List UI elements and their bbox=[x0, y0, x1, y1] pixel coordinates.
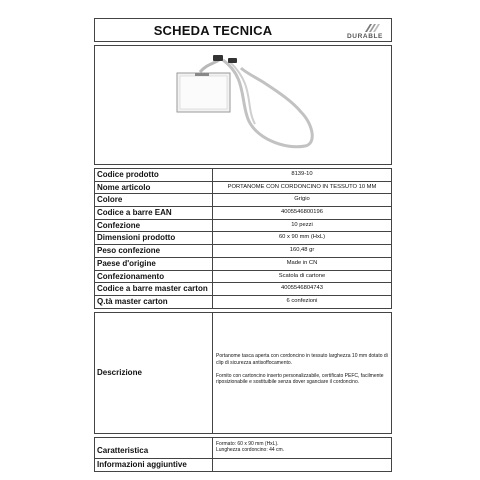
row-label: Confezionamento bbox=[95, 271, 213, 283]
brand-chevrons-icon bbox=[365, 23, 381, 33]
additional-info-section bbox=[94, 459, 392, 472]
row-label: Q.tà master carton bbox=[95, 296, 213, 308]
row-value: 4005546804743 bbox=[281, 285, 323, 292]
row-value: Grigio bbox=[294, 196, 310, 203]
row-value: Made in CN bbox=[286, 259, 318, 266]
row-value: Scatola di cartone bbox=[278, 272, 326, 279]
row-label: Colore bbox=[95, 194, 213, 206]
table-row bbox=[94, 296, 392, 309]
description-label: Descrizione bbox=[95, 313, 213, 433]
header bbox=[94, 18, 392, 42]
description-paragraph: Portanome tasca aperta con cordoncino in tessuto larghezza 10 mm dotato di clip di sicurezza antisoffocamento. bbox=[216, 353, 388, 366]
row-label: Codice prodotto bbox=[95, 169, 213, 181]
row-value: 4005546800196 bbox=[281, 209, 323, 216]
row-value: 10 pezzi bbox=[291, 221, 313, 228]
table-row bbox=[94, 258, 392, 271]
page-title: SCHEDA TECNICA bbox=[153, 23, 273, 38]
spec-table bbox=[94, 168, 392, 309]
description-paragraph: Fornito con cartoncino inserto personalizzabile, certificato PEFC, facilmente riposizionabile e sostituibile senza dover sganciare il cordoncino. bbox=[216, 372, 384, 386]
table-row bbox=[94, 271, 392, 284]
additional-info-value bbox=[213, 459, 391, 471]
table-row bbox=[94, 207, 392, 220]
row-value: 160,48 gr bbox=[289, 247, 315, 254]
additional-info-label: Informazioni aggiuntive bbox=[95, 459, 213, 471]
row-label: Confezione bbox=[95, 220, 213, 232]
features-line: Formato: 60 x 90 mm (HxL). bbox=[216, 440, 279, 447]
table-row bbox=[94, 220, 392, 233]
row-label: Codice a barre master carton bbox=[95, 283, 213, 295]
table-row bbox=[94, 245, 392, 258]
brand-name: DURABLE bbox=[347, 33, 383, 40]
row-label: Peso confezione bbox=[95, 245, 213, 257]
description-text bbox=[213, 313, 391, 433]
table-row bbox=[94, 232, 392, 245]
row-label: Paese d'origine bbox=[95, 258, 213, 270]
badge-holder-icon bbox=[95, 46, 391, 164]
spec-sheet bbox=[94, 18, 392, 472]
features-line: Lunghezza cordoncino: 44 cm. bbox=[216, 447, 285, 454]
row-value: 60 x 90 mm (HxL) bbox=[278, 234, 326, 241]
features-section bbox=[94, 437, 392, 459]
row-label: Dimensioni prodotto bbox=[95, 232, 213, 244]
row-value: 8139-10 bbox=[291, 171, 313, 177]
features-text bbox=[213, 438, 391, 458]
brand-logo bbox=[321, 23, 385, 39]
row-label: Nome articolo bbox=[95, 182, 213, 194]
table-row bbox=[94, 182, 392, 195]
row-label: Codice a barre EAN bbox=[95, 207, 213, 219]
table-row bbox=[94, 169, 392, 182]
features-label: Caratteristica bbox=[95, 438, 213, 458]
description-section bbox=[94, 312, 392, 434]
row-value: 6 confezioni bbox=[286, 297, 318, 304]
product-image bbox=[94, 45, 392, 165]
table-row bbox=[94, 283, 392, 296]
row-value: PORTANOME CON CORDONCINO IN TESSUTO 10 MM bbox=[227, 183, 377, 190]
table-row bbox=[94, 194, 392, 207]
